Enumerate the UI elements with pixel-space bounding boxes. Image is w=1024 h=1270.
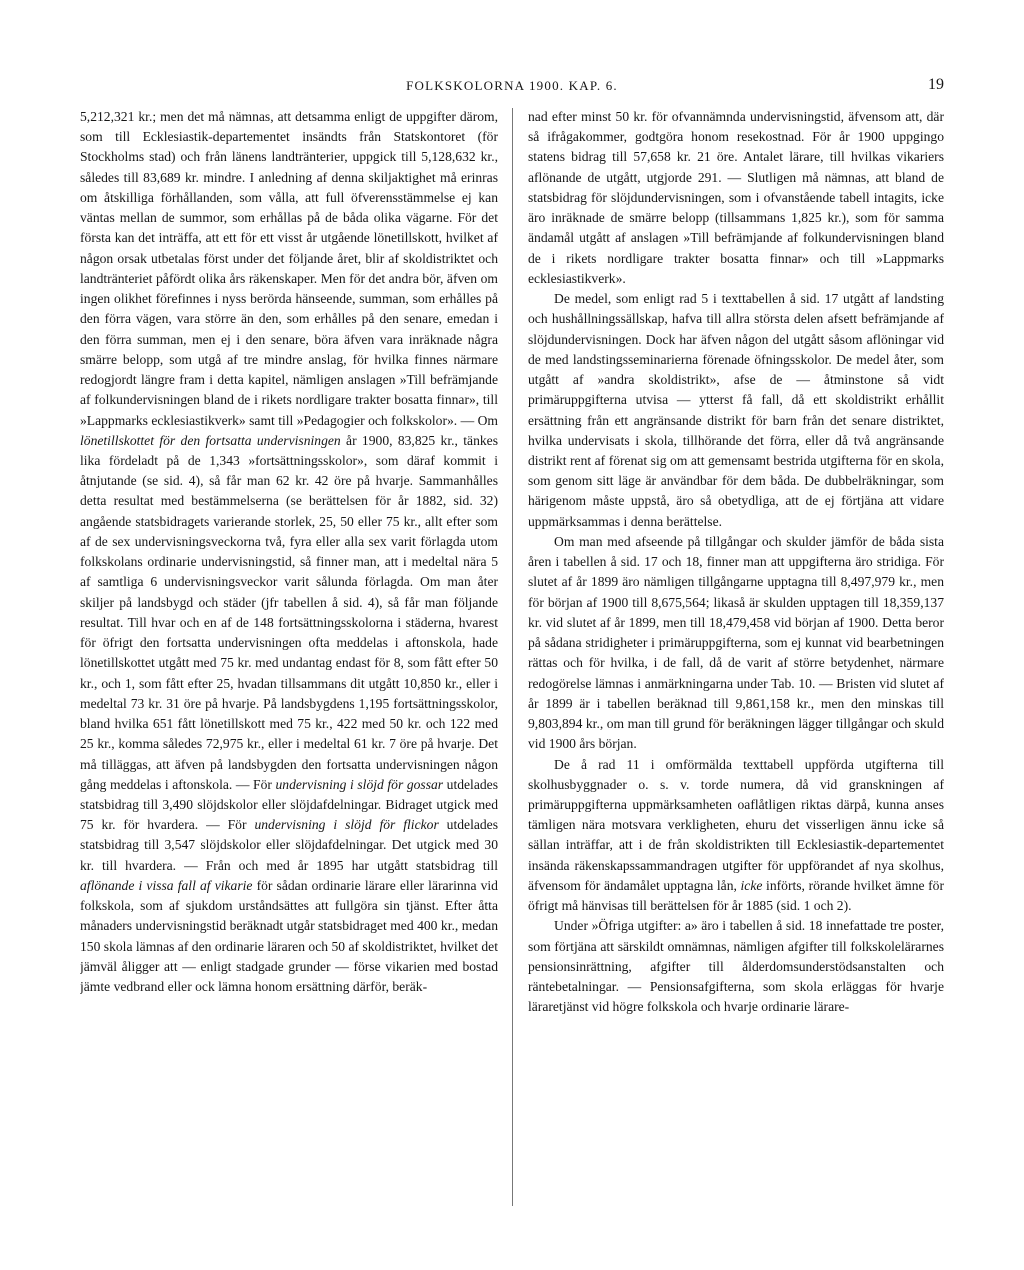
paragraph [528,916,944,1017]
italic-text-run: lönetillskottet för den fortsatta undervisningen [80,432,341,448]
text-run: Om man med afseende på tillgångar och skulder jämför de båda sista åren i tabellen å sid. 17 och 18, finner man att uppgifterna äro stridiga. För slutet af år 1899 äro nämligen tillgångarne upptagna till 8,497,979 kr., men för början af 1900 till 8,675,564; likaså är skulden upptagen till 18,359,137 kr. vid slutet af år 1899, men till 18,479,458 vid början af 1900. Detta beror på sådana stridigheter i primäruppgifterna, som ej kunnat vid bearbetningen rättas och för hvilka, i de fall, då de varit af större betydenhet, närmare redogörelse lämnas i anmärkningarna under Tab. 10. — Bristen vid slutet af år 1899 är i tabellen beräknad till 9,861,158 kr., men den minskas till 9,803,894 kr., om man till grund för beräkningen lägger tillgångar och skuld vid 1900 års början. [528,533,944,752]
italic-text-run: icke [740,877,763,893]
paragraph [528,107,944,289]
paragraph [528,289,944,532]
text-run: 5,212,321 kr.; men det må nämnas, att detsamma enligt de uppgifter därom, som till Ecklesiastik-departementet insändts från Statskontoret (för Stockholms stad) och från länens landtränterier, uppgick till 5,128,632 kr., således till 83,689 kr. mindre. I anledning af denna skiljaktighet må erinras om åtskilliga förhållanden, som vålla, att full öfverensstämmelse ej kan väntas mellan de summor, som erhållas på de båda olika vägarne. För det första kan det inträffa, att ett för ett visst år utgående lönetillskott, hvilket af någon orsak utbetalas först under det följande året, blir af skoldistriktet och landtränteriet påfördt olika års räkenskaper. Men för det andra bör, äfven om ingen olikhet förefinnes i nyss berörda hänseende, summan, som erhålles på den förra vägen, vara större än den, som erhålles på den senare, emedan i den förra summan, men ej i den senare, böra äfven vara inräknade några smärre belopp, som utgå af tre mindre anslag, för hvilka finnes närmare redogjordt längre fram i detta kapitel, nämligen anslagen »Till befrämjande af folkundervisningen bland de i rikets nordligare trakter bosatta finnar», till »Lappmarks ecklesiastikverk» samt till »Pedagogier och folkskolor». — Om [80,109,498,428]
text-run: för sådan ordinarie lärare eller lärarinna vid folkskola, som af sjukdom urståndsättes att fullgöra sin tjänst. Efter åtta månaders undervisningstid beräknadt utgår statsbidraget med 400 kr., medan 150 skola lämnas af den ordinarie läraren och 50 af skoldistriktet, hvilket det jämväl åligger att — enligt stadgade grunder — förse vikarien med bostad jämte vedbrand eller ock lämna honom ersättning därför, beräk- [80,877,498,995]
page-number: 19 [928,76,944,93]
running-head [80,74,944,98]
text-run: De medel, som enligt rad 5 i texttabellen å sid. 17 utgått af landsting och hushållningssällskap, hafva till allra största delen afsett befrämjande af slöjdundervisningen. Dock har äfven någon del utgått såsom aflöningar vid de med landstingsseminarierna förenade öfningsskolor. De medel åter, som utgått af »andra skoldistrikt», afse de — åtminstone så vidt primäruppgifterna utvisa — ytterst få fall, då ett skoldistrikt erhållit ersättning från ett angränsande distrikt för barn från det senare distriktet, hvilka undervisats i skola, tillhörande det förra, eller då två angränsande distrikt rent af förenat sig om att gemensamt bestrida utgifterna för en skola, som genom sitt läge är användbar för dem båda. De dubbelräkningar, som härigenom måste uppstå, äro så obetydliga, att de ej förtjäna att vidare uppmärksammas i denna berättelse. [528,291,944,529]
column-divider [512,108,513,1206]
text-run: utdelades statsbidrag till 3,490 slöjdskolor eller slöjdafdelningar. Bidraget utgick med 75 kr. för hvardera. — För [80,776,498,833]
running-title: FOLKSKOLORNA 1900. KAP. 6. [406,78,618,93]
text-run: införts, rörande hvilket ämne för öfrigt må hänvisas till berättelsen för år 1885 (sid. 1 och 2). [528,877,944,914]
italic-text-run: undervisning i slöjd för flickor [254,817,439,833]
text-run: Under »Öfriga utgifter: a» äro i tabellen å sid. 18 innefattade tre poster, som förtjäna att särskildt omnämnas, nämligen afgifter till folkskolelärarnes pensionsinrättning, afgifter till ålderdomsunderstödsanstalten och räntebetalningar. — Pensionsafgifterna, som skola erläggas för hvarje läraretjänst vid högre folkskola och hvarje ordinarie lärare- [528,918,944,1015]
right-text-column [528,107,944,1215]
italic-text-run: undervisning i slöjd för gossar [275,776,444,792]
left-text-column [80,107,498,1215]
text-run: utdelades statsbidrag till 3,547 slöjdskolor eller slöjdafdelningar. Det utgick med 30 kr. till hvardera. — Från och med år 1895 har utgått statsbidrag till [80,817,498,873]
text-run: nad efter minst 50 kr. för ofvannämnda undervisningstid, äfvensom att, där så ifrågakommer, godtgöra honom resekostnad. För år 1900 uppgingo statens bidrag till 57,658 kr. 21 öre. Antalet lärare, till hvilkas vikariers aflönande de utgått, utgjorde 291. — Slutligen må nämnas, att bland de statsbidrag för slöjdundervisningen, som i ofvanstående tabell intagits, icke äro inräknade de smärre belopp (tillsammans 1,825 kr.), som för samma ändamål utgått af anslagen »Till befrämjande af folkundervisningen bland de i rikets nordligare trakter bosatta finnar» och till »Lappmarks ecklesiastikverk». [528,109,944,286]
text-run: De å rad 11 i omförmälda texttabell uppförda utgifterna till skolhusbyggnader o. s. v. torde numera, då vid granskningen af primäruppgifterna uppmärksamheten oaflåtligen riktas därpå, kunna anses tämligen nära motsvara verkligheten, ehuru det visserligen ännu icke så sällan inträffar, att i de från skoldistrikten till Ecklesiastik-departementet insända räkenskapssammandragen utgifter för uppförandet af nya skolhus, äfvensom för ändamålet upptagna lån, [528,756,944,893]
italic-text-run: aflönande i vissa fall af vikarie [80,877,253,893]
paragraph [528,755,944,917]
paragraph [80,107,498,997]
paragraph [528,532,944,755]
text-run: år 1900, 83,825 kr., tänkes lika fördeladt på de 1,343 »fortsättningsskolor», som däraf kommit i åtnjutande (se sid. 4), så får man 62 kr. 42 öre på hvarje. Sammanhålles detta resultat med bestämmelserna (se berättelsen för år 1882, sid. 32) angående statsbidragets varierande storlek, 25, 50 eller 75 kr., allt efter som af de sex undervisningsveckorna två, fyra eller alla sex varit förlagda utom folkskolans ordinarie undervisningstid, så finner man, att i medeltal nära 5 af samtliga 6 undervisningsveckor varit sålunda förlagda. Om man åter skiljer på landsbygd och städer (jfr tabellen å sid. 4), så får man följande resultat. Till hvar och en af de 148 fortsättningsskolorna i städerna, hvarest för öfrigt den fortsatta undervisningen ofta meddelas i aftonskola, hade lönetillskottet utgått med 75 kr. med undantag endast för 8, som fått efter 50 kr., och 1, som fått efter 25, hvadan tillsammans dit utgått 10,850 kr., eller i medeltal 73 kr. 31 öre på hvarje. På landsbygdens 1,195 fortsättningsskolor, bland hvilka 651 fått lönetillskott med 75 kr., 422 med 50 kr. och 122 med 25 kr., komma således 72,975 kr., eller i medeltal 61 kr. 7 öre på hvarje. Det må tilläggas, att äfven på landsbygden den fortsatta undervisningen någon gång meddelas i aftonskola. — För [80,432,498,792]
